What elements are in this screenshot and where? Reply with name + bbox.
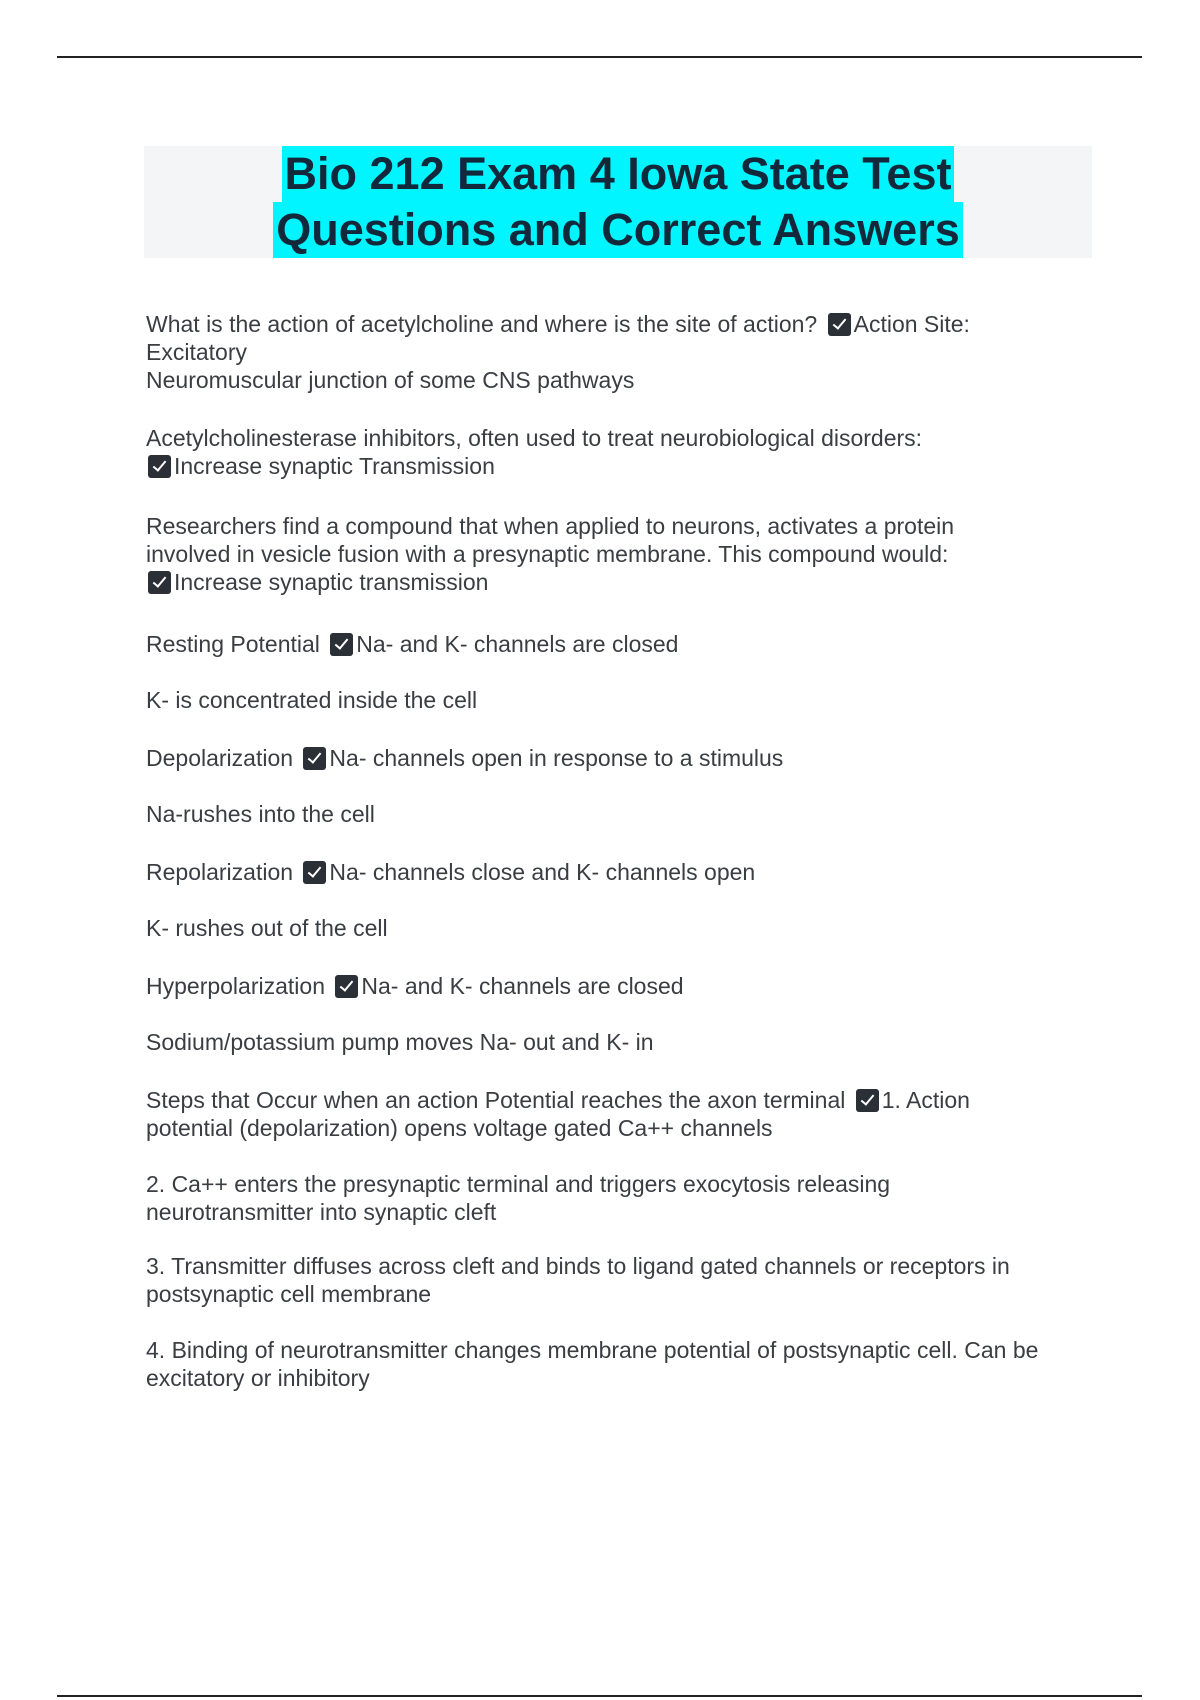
answer-text: Na- channels close and K- channels open	[329, 859, 756, 885]
qa-line	[146, 512, 1096, 540]
qa-entry	[146, 800, 1096, 828]
qa-line	[146, 858, 1096, 886]
qa-entry	[146, 424, 1096, 480]
qa-line	[146, 452, 1096, 480]
question-text: Steps that Occur when an action Potential reaches the axon terminal	[146, 1087, 852, 1113]
qa-entry	[146, 744, 1096, 772]
question-text: Repolarization	[146, 859, 300, 885]
line-text: Researchers find a compound that when applied to neurons, activates a protein	[146, 513, 955, 539]
line-text: Sodium/potassium pump moves Na- out and K- in	[146, 1029, 654, 1055]
checkbox-checked-icon	[148, 455, 171, 478]
answer-text: Action Site:	[853, 311, 970, 337]
qa-entry	[146, 858, 1096, 886]
top-rule	[57, 56, 1142, 58]
line-text: neurotransmitter into synaptic cleft	[146, 1199, 497, 1225]
checkbox-checked-icon	[303, 747, 326, 770]
line-text: involved in vesicle fusion with a presynaptic membrane. This compound would:	[146, 541, 949, 567]
answer-text: Na- channels open in response to a stimulus	[329, 745, 784, 771]
checkbox-checked-icon	[335, 975, 358, 998]
question-text: Hyperpolarization	[146, 973, 332, 999]
answer-text: Increase synaptic Transmission	[174, 453, 495, 479]
line-text: K- is concentrated inside the cell	[146, 687, 478, 713]
answer-text: Increase synaptic transmission	[174, 569, 489, 595]
qa-line	[146, 540, 1096, 568]
checkbox-checked-icon	[303, 861, 326, 884]
qa-line	[146, 1170, 1096, 1198]
qa-line	[146, 1198, 1096, 1226]
qa-entry	[146, 1170, 1096, 1226]
qa-entry	[146, 686, 1096, 714]
line-text: 2. Ca++ enters the presynaptic terminal and triggers exocytosis releasing	[146, 1171, 891, 1197]
qa-entry	[146, 1252, 1096, 1308]
qa-line	[146, 310, 1096, 338]
line-text: potential (depolarization) opens voltage gated Ca++ channels	[146, 1115, 773, 1141]
line-text: 4. Binding of neurotransmitter changes membrane potential of postsynaptic cell. Can be	[146, 1337, 1039, 1363]
line-text: Excitatory	[146, 339, 247, 365]
line-text: K- rushes out of the cell	[146, 915, 388, 941]
qa-line	[146, 1280, 1096, 1308]
question-text: Resting Potential	[146, 631, 327, 657]
qa-line	[146, 686, 1096, 714]
qa-line	[146, 630, 1096, 658]
qa-line	[146, 366, 1096, 394]
checkbox-checked-icon	[856, 1089, 879, 1112]
checkbox-checked-icon	[330, 633, 353, 656]
title-line-2: Questions and Correct Answers	[273, 202, 963, 258]
qa-entry	[146, 1086, 1096, 1142]
line-text: postsynaptic cell membrane	[146, 1281, 432, 1307]
qa-line	[146, 1028, 1096, 1056]
line-text: excitatory or inhibitory	[146, 1365, 370, 1391]
bottom-rule	[57, 1695, 1142, 1697]
qa-line	[146, 424, 1096, 452]
qa-line	[146, 1336, 1096, 1364]
qa-line	[146, 1114, 1096, 1142]
qa-entry	[146, 512, 1096, 596]
qa-entry	[146, 972, 1096, 1000]
title-line-1: Bio 212 Exam 4 Iowa State Test	[282, 146, 955, 202]
qa-line	[146, 1086, 1096, 1114]
qa-entry	[146, 1028, 1096, 1056]
question-text: Depolarization	[146, 745, 300, 771]
qa-entry	[146, 914, 1096, 942]
qa-line	[146, 744, 1096, 772]
qa-entry	[146, 630, 1096, 658]
qa-entry	[146, 1336, 1096, 1392]
checkbox-checked-icon	[148, 571, 171, 594]
qa-line	[146, 1364, 1096, 1392]
line-text: Neuromuscular junction of some CNS pathways	[146, 367, 635, 393]
qa-line	[146, 1252, 1096, 1280]
line-text: 3. Transmitter diffuses across cleft and binds to ligand gated channels or receptors in	[146, 1253, 1010, 1279]
answer-text: Na- and K- channels are closed	[356, 631, 679, 657]
answer-text: 1. Action	[881, 1087, 970, 1113]
line-text: Na-rushes into the cell	[146, 801, 375, 827]
qa-entry	[146, 310, 1096, 394]
qa-line	[146, 972, 1096, 1000]
title-banner	[144, 146, 1092, 258]
qa-line	[146, 338, 1096, 366]
question-text: What is the action of acetylcholine and where is the site of action?	[146, 311, 824, 337]
checkbox-checked-icon	[828, 313, 851, 336]
qa-line	[146, 568, 1096, 596]
line-text: Acetylcholinesterase inhibitors, often used to treat neurobiological disorders:	[146, 425, 923, 451]
answer-text: Na- and K- channels are closed	[361, 973, 684, 999]
qa-line	[146, 914, 1096, 942]
qa-line	[146, 800, 1096, 828]
